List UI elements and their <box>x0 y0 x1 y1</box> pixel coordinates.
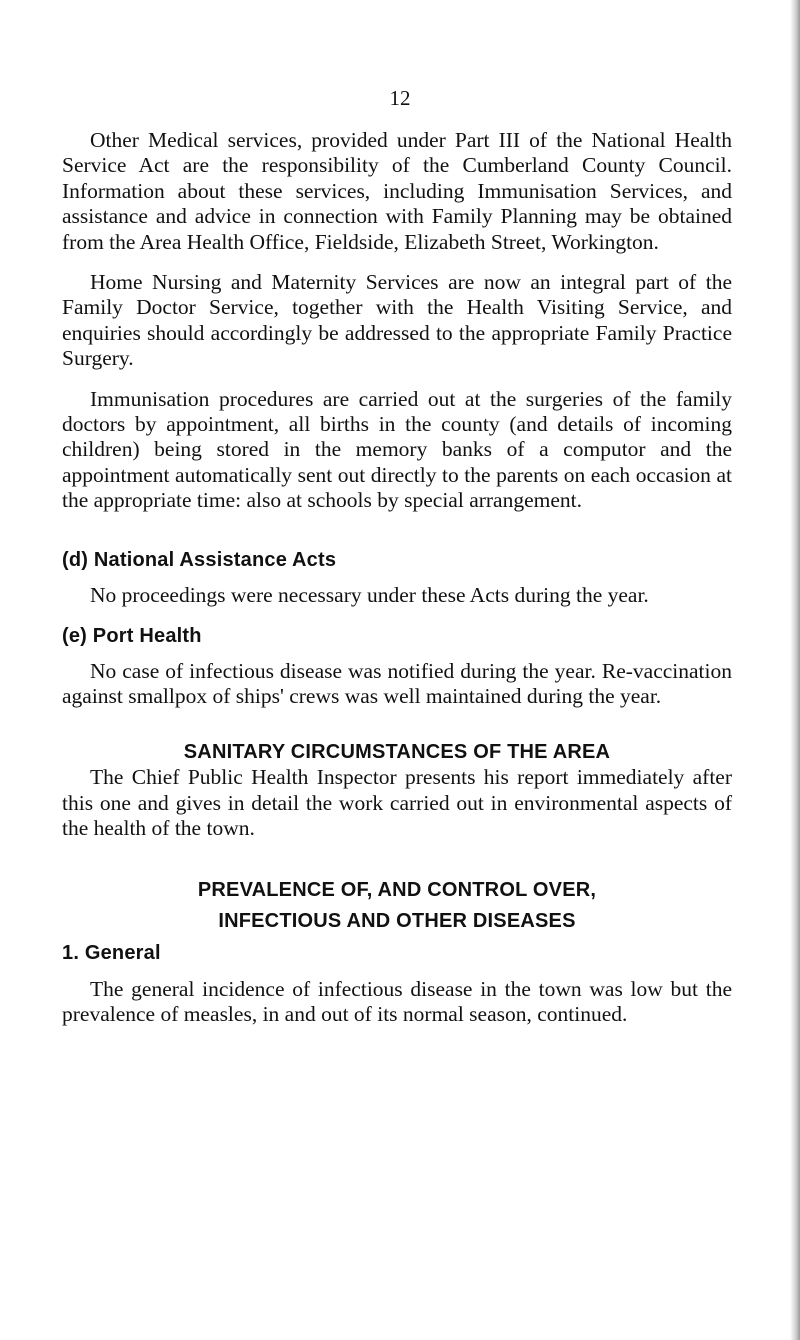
paragraph-immunisation: Immunisation procedures are carried out at the surgeries of the family doctors by appointment, all births in the county (and details of incoming children) being stored in the memory banks of a computor and the appointment automatically sent out directly to the parents on each occasion at the appropriate time: also at schools by special arrangement. <box>62 386 732 513</box>
general-text: The general incidence of infectious disease in the town was low but the prevalence of measles, in and out of its normal season, continued. <box>62 976 732 1027</box>
page-edge-shadow <box>790 0 800 1340</box>
sanitary-heading: SANITARY CIRCUMSTANCES OF THE AREA <box>183 740 611 763</box>
paragraph-other-medical-services: Other Medical services, provided under Part III of the National Health Service Act are the responsibility of the Cumberland County Council. Information about these services, including Immunisation Services, and assistance and advice in connection with Family Planning may be obtained from the Area Health Office, Fieldside, Elizabeth Street, Workington. <box>62 128 732 254</box>
general-subheading: 1. General <box>62 942 161 965</box>
section-d-heading: (d) National Assistance Acts <box>62 548 337 571</box>
prevalence-heading-line2: INFECTIOUS AND OTHER DISEASES <box>218 910 576 933</box>
sanitary-text: The Chief Public Health Inspector presents his report immediately after this one and gives in detail the work carried out in environmental aspects of the health of the town. <box>62 765 732 840</box>
section-d-text: No proceedings were necessary under these Acts during the year. <box>90 583 649 608</box>
prevalence-heading-line1: PREVALENCE OF, AND CONTROL OVER, <box>197 879 597 902</box>
document-body <box>62 128 732 1028</box>
section-e-text: No case of infectious disease was notified during the year. Re-vaccination against smallpox of ships' crews was well maintained during the year. <box>62 658 732 709</box>
paragraph-home-nursing: Home Nursing and Maternity Services are now an integral part of the Family Doctor Service, together with the Health Visiting Service, and enquiries should accordingly be addressed to the appropriate Family Practice Surgery. <box>62 270 732 371</box>
page-number: 12 <box>389 86 411 110</box>
section-e-heading: (e) Port Health <box>62 624 202 647</box>
